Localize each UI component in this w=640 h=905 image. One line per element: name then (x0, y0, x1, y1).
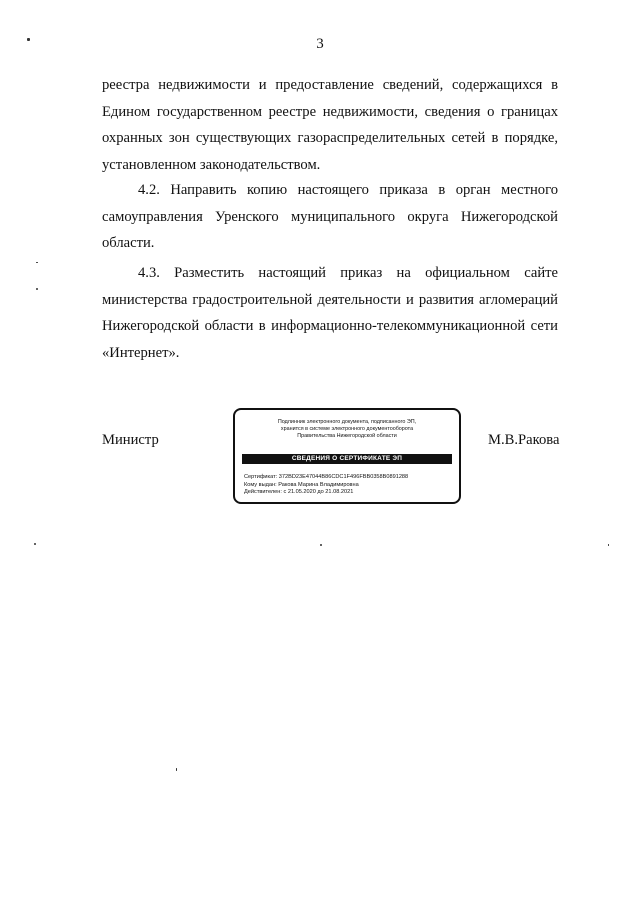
stamp-notice-line: Подлинник электронного документа, подписанного ЭП, (277, 419, 417, 425)
text-line: охранных зон существующих газораспределительных сетей в порядке, (102, 130, 558, 146)
text-line: «Интернет». (102, 344, 180, 361)
text-line: министерства градостроительной деятельности и развития агломераций (102, 291, 558, 308)
paragraph-4-3 (102, 260, 558, 366)
stamp-notice-line: хранится в системе электронного документооборота (280, 426, 414, 433)
certificate-validity: Действителен: с 21.05.2020 до 21.08.2021 (244, 489, 354, 496)
text-line: Едином государственном реестре недвижимости, сведения о границах (102, 103, 558, 120)
text-line: 4.3. Разместить настоящий приказ на официальном сайте (138, 265, 558, 281)
stamp-notice (235, 419, 459, 441)
text-line: Нижегородской области в информационно-телекоммуникационной сети (102, 318, 558, 334)
paragraph-registry (102, 72, 558, 178)
stamp-header: СВЕДЕНИЯ О СЕРТИФИКАТЕ ЭП (242, 454, 452, 464)
stamp-details (244, 474, 408, 497)
scan-speck (36, 288, 38, 290)
signatory-position: Министр (102, 432, 159, 448)
stamp-notice-line: Правительства Нижегородской области (297, 433, 397, 440)
scan-speck (608, 544, 609, 546)
page-number: 3 (316, 36, 324, 52)
text-line: самоуправления Уренского муниципального округа Нижегородской (102, 208, 558, 225)
scan-speck (34, 543, 36, 545)
scan-speck (27, 38, 30, 41)
text-line: 4.2. Направить копию настоящего приказа в орган местного (138, 182, 558, 198)
certificate-number: Сертификат: 372BD23E47044B86CDC1F496FBB0358B0891288 (244, 474, 409, 480)
scan-speck (36, 262, 38, 263)
text-line: установленном законодательством. (102, 156, 321, 173)
scan-speck (320, 544, 322, 546)
scan-speck (176, 768, 177, 771)
paragraph-4-2 (102, 177, 558, 257)
text-line: реестра недвижимости и предоставление сведений, содержащихся в (102, 77, 558, 93)
signatory-name: М.В.Ракова (488, 432, 560, 448)
e-signature-stamp (233, 408, 461, 504)
certificate-owner: Кому выдан: Ракова Марина Владимировна (244, 481, 359, 488)
text-line: области. (102, 235, 155, 251)
